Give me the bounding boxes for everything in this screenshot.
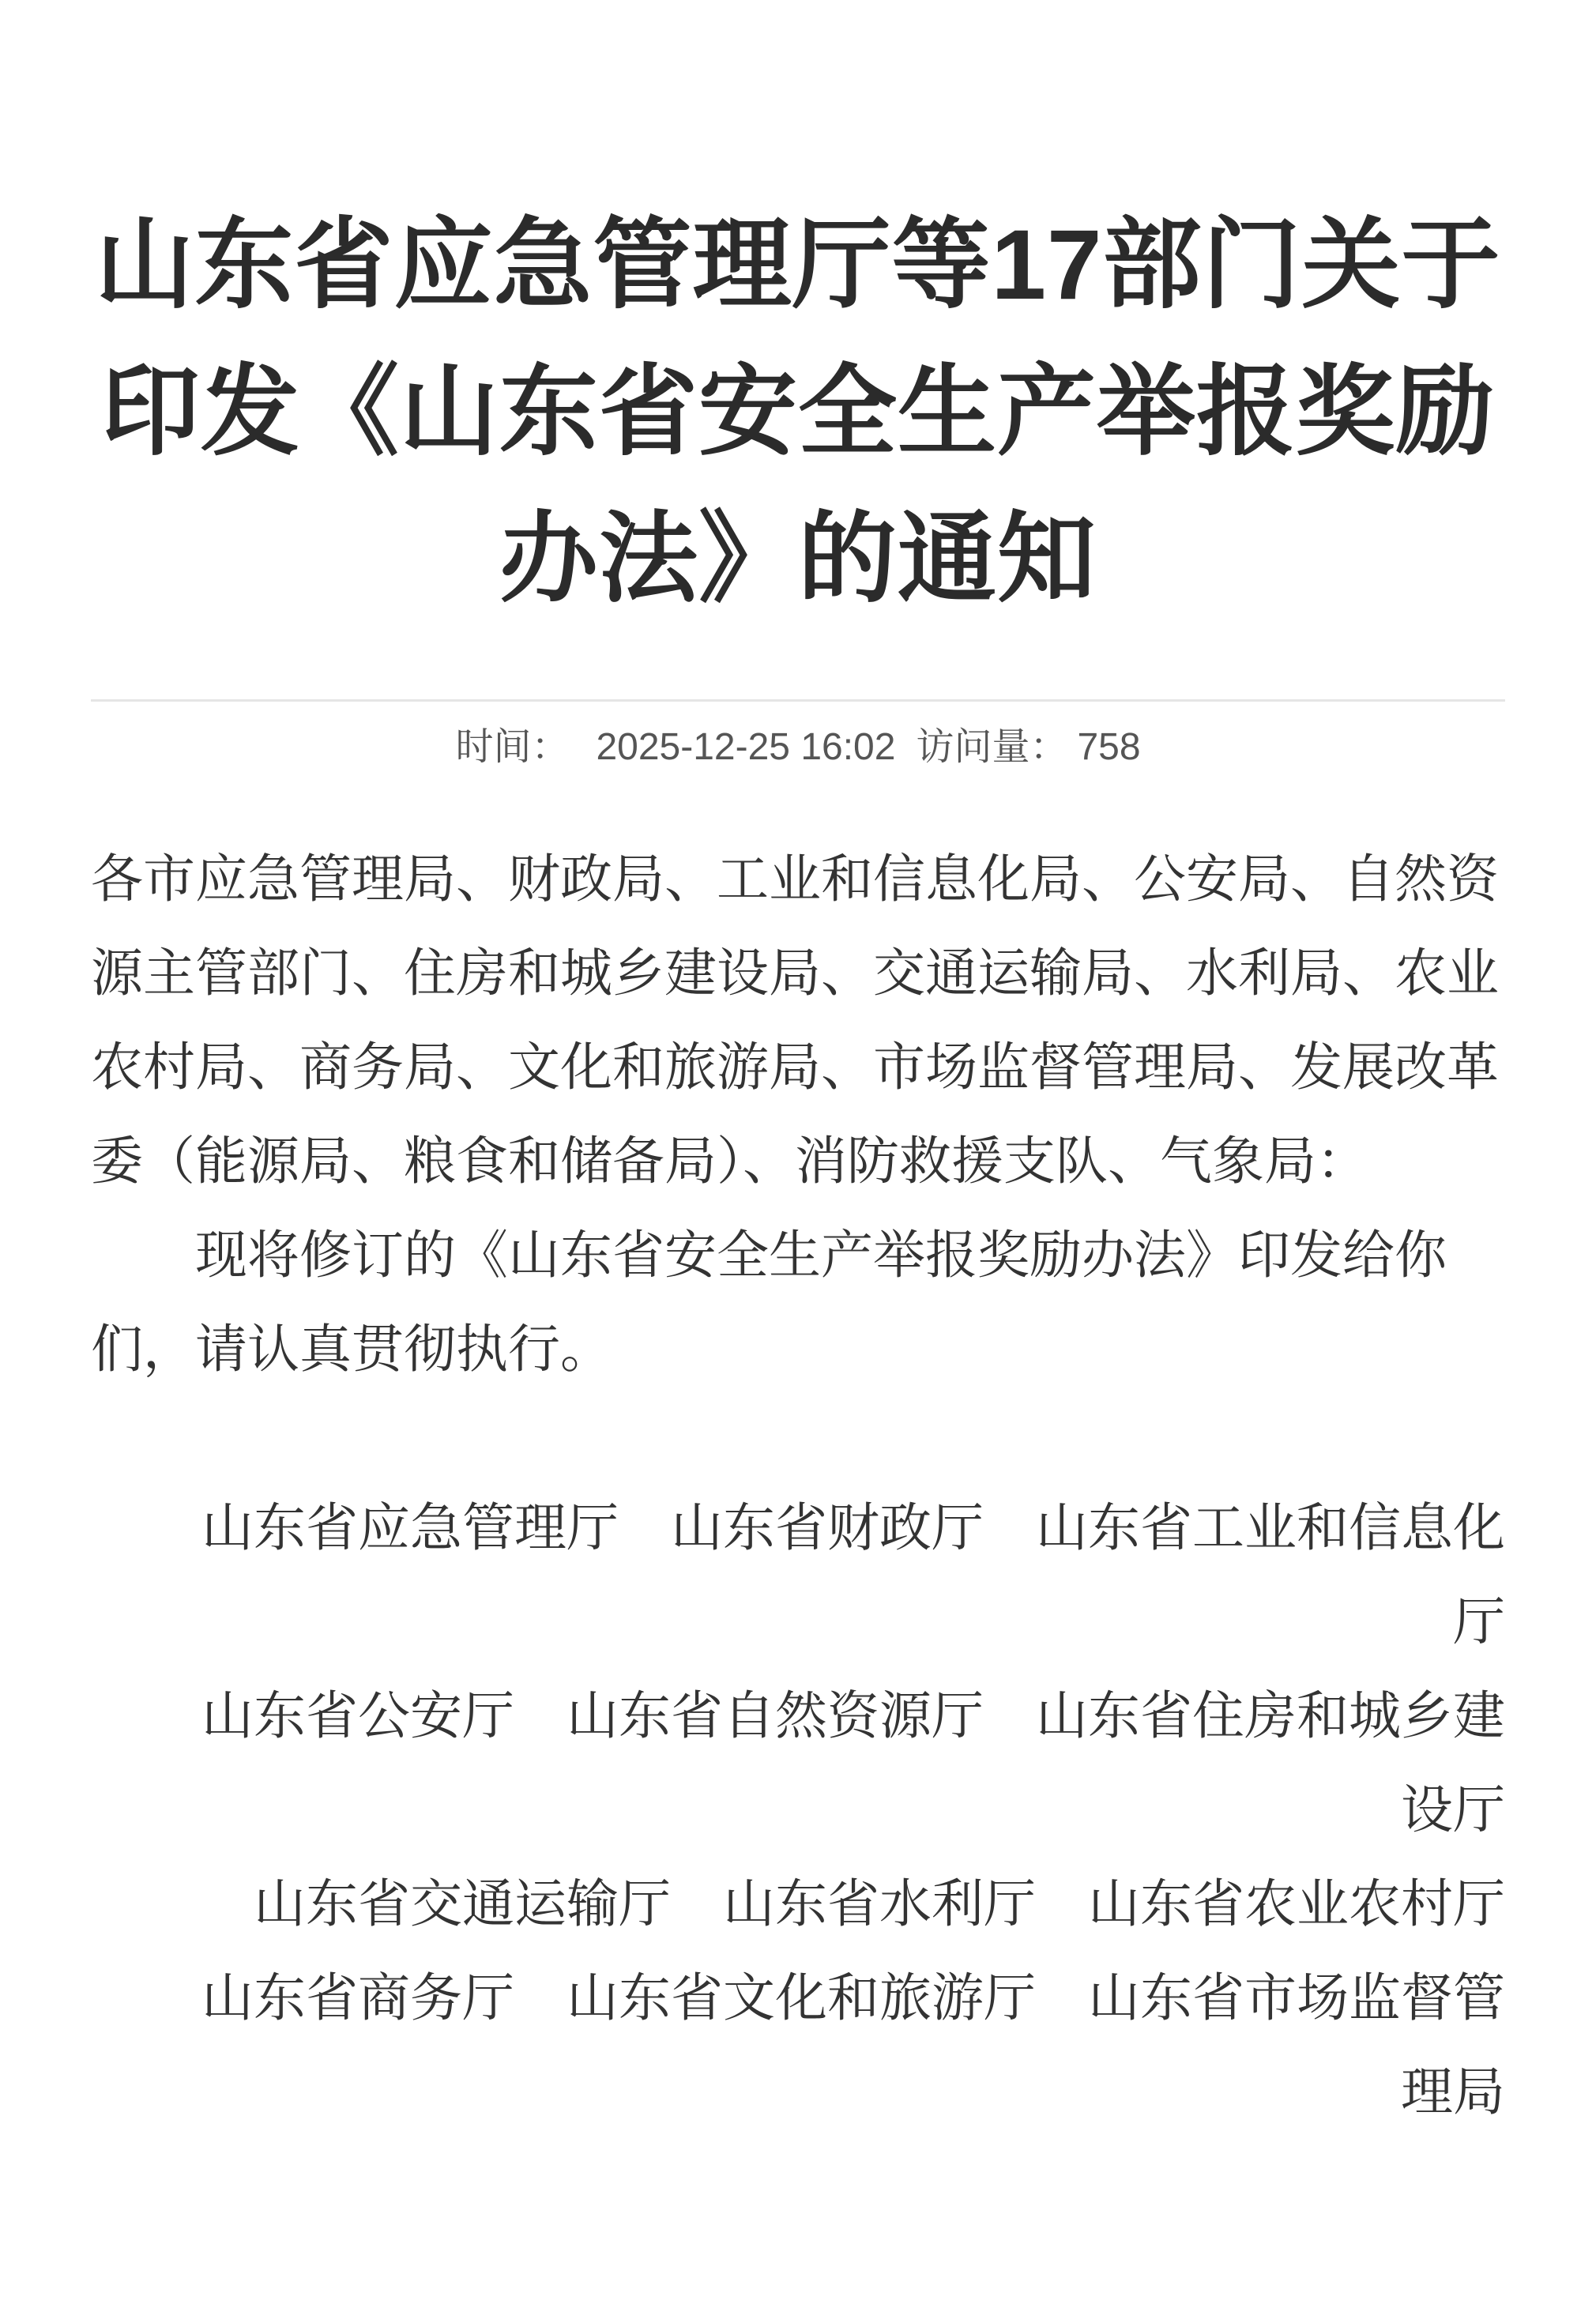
meta-views-label: 访问量： [916, 725, 1068, 768]
signature-line-6: 山东省商务厅 山东省文化和旅游厅 山东省市场监督管 [201, 1967, 1505, 2027]
signature-line-7: 理局 [1401, 2061, 1505, 2121]
body-paragraph1-line-1: 各市应急管理局、财政局、工业和信息化局、公安局、自然资 [91, 849, 1499, 908]
article-meta [91, 724, 1505, 771]
title-divider [91, 699, 1505, 702]
page-title-line-1: 山东省应急管理厅等17部门关于 [95, 209, 1501, 320]
meta-time-label: 时间： [455, 725, 570, 768]
article-content [91, 66, 1505, 2139]
body-paragraph2-line-1: 现将修订的《山东省安全生产举报奖励办法》印发给你 [195, 1225, 1447, 1284]
body-paragraph1-line-3: 农村局、商务局、文化和旅游局、市场监督管理局、发展改革 [91, 1037, 1499, 1096]
article-body [91, 832, 1505, 1396]
body-paragraph1-line-2: 源主管部门、住房和城乡建设局、交通运输局、水利局、农业 [91, 943, 1499, 1002]
body-paragraph1-line-4: 委（能源局、粮食和储备局）、消防救援支队、气象局： [91, 1131, 1368, 1190]
signature-line-1: 山东省应急管理厅 山东省财政厅 山东省工业和信息化 [201, 1497, 1505, 1557]
meta-time-value: 2025-12-25 16:02 [596, 725, 896, 768]
signature-line-3: 山东省公安厅 山东省自然资源厅 山东省住房和城乡建 [201, 1685, 1505, 1745]
page-title-line-3: 办法》的通知 [499, 503, 1097, 614]
body-paragraph2-line-2: 们，请认真贯彻执行。 [91, 1319, 612, 1378]
signature-line-5: 山东省交通运输厅 山东省水利厅 山东省农业农村厅 [254, 1873, 1505, 1933]
meta-views-value: 758 [1077, 725, 1141, 768]
signature-block [91, 1481, 1505, 2139]
page-title-line-2: 印发《山东省安全生产举报奖励 [101, 356, 1495, 467]
signature-line-2: 厅 [1453, 1591, 1505, 1651]
signature-line-4: 设厅 [1401, 1779, 1505, 1839]
page-title [91, 66, 1505, 633]
